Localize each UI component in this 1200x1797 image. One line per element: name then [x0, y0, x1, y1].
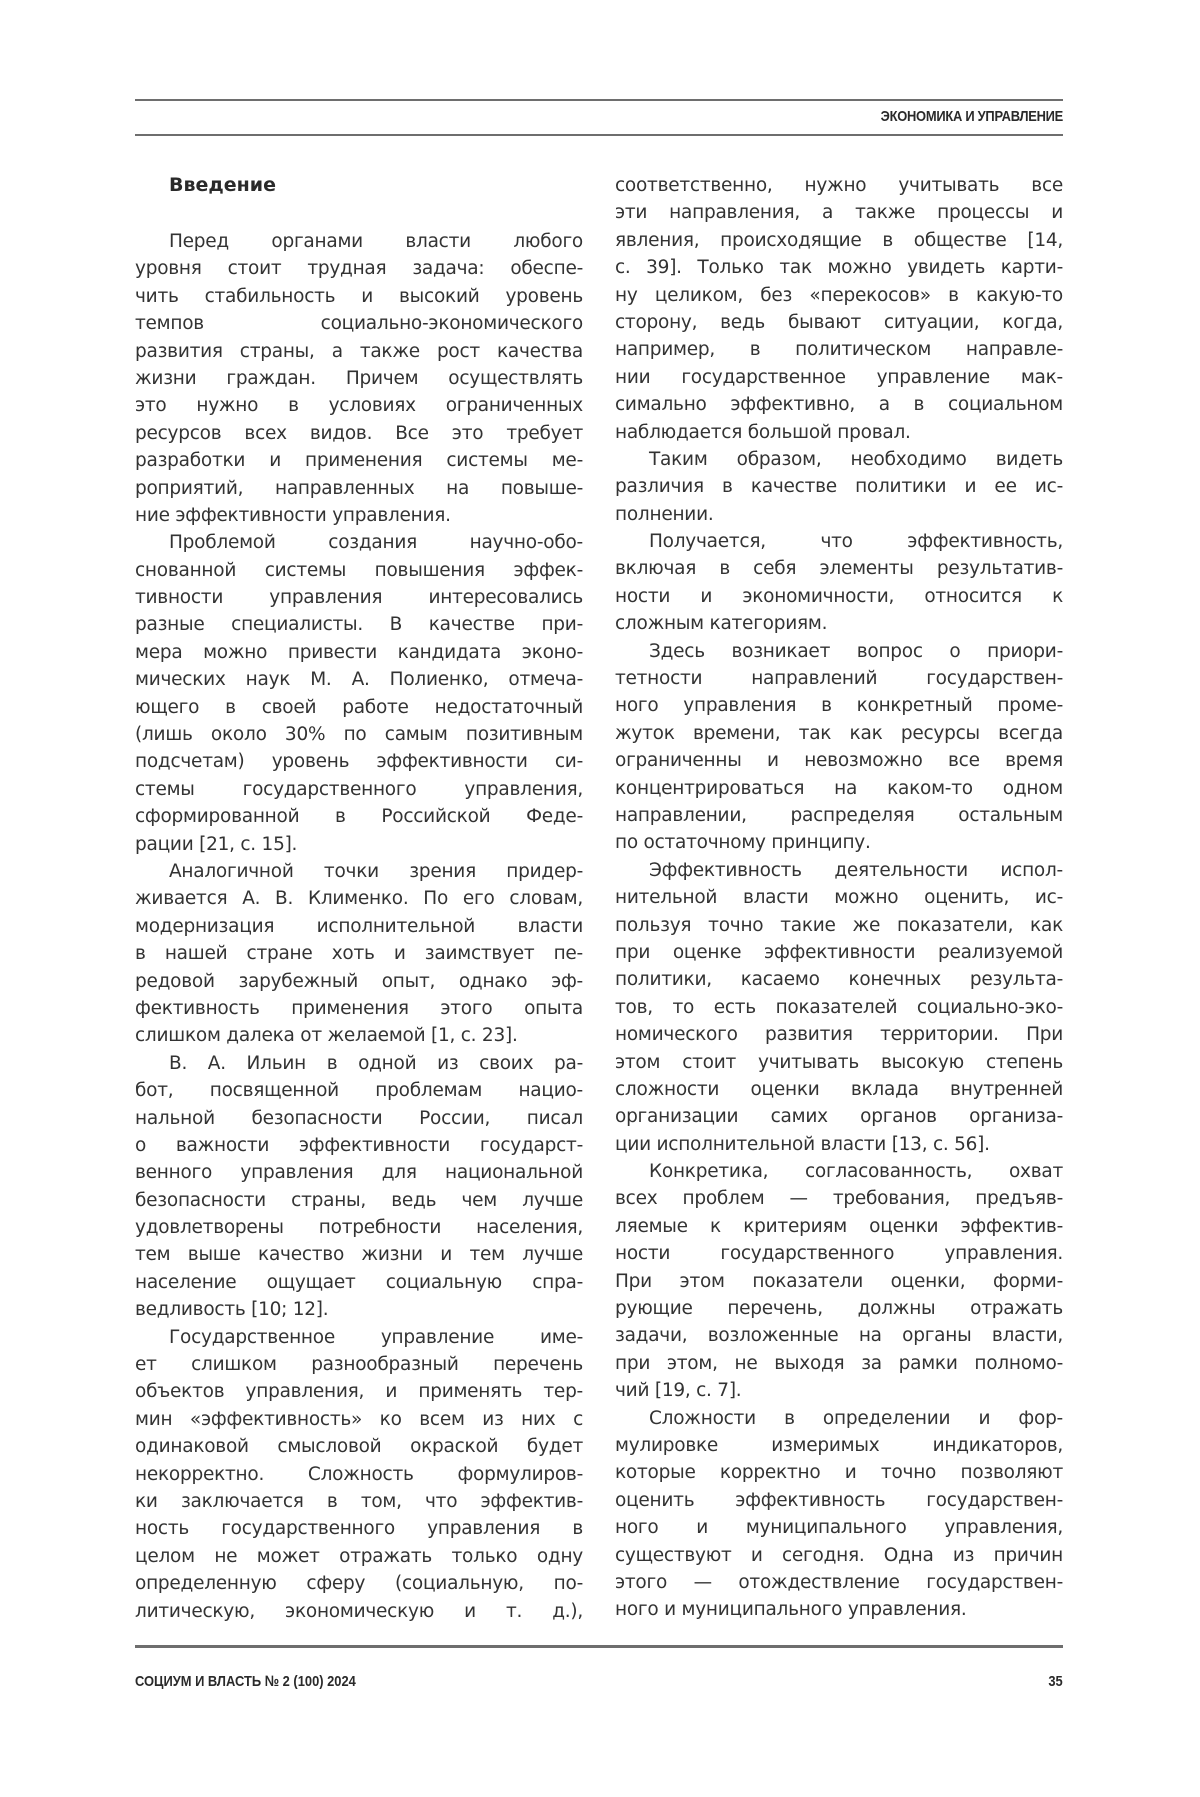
text-line: ляемые к критериям оценки эффектив- [615, 1215, 1063, 1237]
text-line: тетности направлений государствен- [615, 668, 1063, 690]
text-line: сформированной в Российской Феде- [135, 806, 583, 828]
text-line: модернизация исполнительной власти [135, 915, 583, 937]
text-line: оценить эффективность государствен- [615, 1489, 1063, 1511]
text-line: явления, происходящие в обществе [14, [615, 229, 1063, 251]
text-line: включая в себя элементы результатив- [615, 558, 1063, 580]
paragraph [135, 1324, 583, 1625]
text-line: сторону, ведь бывают ситуации, когда, [615, 311, 1063, 333]
text-line: разработки и применения системы ме- [135, 450, 583, 472]
text-line: в нашей стране хоть и заимствует пе- [135, 943, 583, 965]
text-line: Таким образом, необходимо видеть [649, 448, 1063, 470]
text-line: целом не может отражать только одну [135, 1545, 583, 1567]
text-line: ющего в своей работе недостаточный [135, 696, 583, 718]
header-rule-bottom [135, 134, 1063, 136]
paragraph [135, 858, 583, 1050]
text-line: ограниченны и невозможно все время [615, 750, 1063, 772]
text-line: тивности управления интересовались [135, 587, 583, 609]
text-line: темпов социально-экономического [135, 313, 583, 335]
text-line: различия в качестве политики и ее ис- [615, 476, 1063, 498]
left-paragraphs [135, 228, 583, 1625]
text-line: о важности эффективности государст- [135, 1134, 583, 1156]
text-line: определенную сферу (социальную, по- [135, 1573, 583, 1595]
text-line: уровня стоит трудная задача: обеспе- [135, 258, 583, 280]
text-line: ности государственного управления. [615, 1243, 1063, 1265]
text-line: При этом показатели оценки, форми- [615, 1270, 1063, 1292]
text-line: Сложности в определении и фор- [649, 1407, 1063, 1429]
section-heading: Введение [169, 174, 276, 196]
text-line: ного и муниципального управления. [615, 1599, 967, 1621]
text-line: литическую, экономическую и т. д.), [135, 1600, 583, 1622]
text-line: полнении. [615, 503, 714, 525]
text-line: ние эффективности управления. [135, 504, 451, 526]
paragraph [135, 228, 583, 529]
text-line: нальной безопасности России, писал [135, 1107, 583, 1129]
text-line: рующие перечень, должны отражать [615, 1298, 1063, 1320]
paragraph [615, 172, 1063, 446]
paragraph [135, 1050, 583, 1324]
text-line: некорректно. Сложность формулиров- [135, 1463, 583, 1485]
text-line: Государственное управление име- [169, 1326, 583, 1348]
text-line: нии государственное управление мак- [615, 366, 1063, 388]
text-line: чить стабильность и высокий уровень [135, 285, 583, 307]
text-line: удовлетворены потребности населения, [135, 1217, 583, 1239]
text-line: наблюдается большой провал. [615, 421, 911, 443]
text-line: ресурсов всех видов. Все это требует [135, 422, 583, 444]
text-line: при этом, не выходя за рамки полномо- [615, 1352, 1063, 1374]
text-line: симально эффективно, а в социальном [615, 394, 1063, 416]
text-line: жуток времени, так как ресурсы всегда [615, 722, 1063, 744]
text-line: Конкретика, согласованность, охват [649, 1161, 1063, 1183]
text-line: подсчетам) уровень эффективности си- [135, 751, 583, 773]
text-line: ного и муниципального управления, [615, 1517, 1063, 1539]
text-line: например, в политическом направле- [615, 339, 1063, 361]
text-line: номического развития территории. При [615, 1024, 1063, 1046]
text-line: Эффективность деятельности испол- [649, 859, 1063, 881]
text-line: это нужно в условиях ограниченных [135, 395, 583, 417]
text-line: политики, касаемо конечных результа- [615, 969, 1063, 991]
text-line: нительной власти можно оценить, ис- [615, 887, 1063, 909]
left-column [135, 172, 583, 1625]
text-line: венного управления для национальной [135, 1162, 583, 1184]
text-line: роприятий, направленных на повыше- [135, 477, 583, 499]
paragraph [615, 528, 1063, 638]
text-line: развития страны, а также рост качества [135, 340, 583, 362]
text-line: пользуя точно такие же показатели, как [615, 914, 1063, 936]
text-line: сложным категориям. [615, 613, 828, 635]
text-line: снованной системы повышения эффек- [135, 559, 583, 581]
text-line: ну целиком, без «перекосов» в какую-то [615, 284, 1063, 306]
text-line: задачи, возложенные на органы власти, [615, 1325, 1063, 1347]
text-line: организации самих органов организа- [615, 1106, 1063, 1128]
text-line: концентрироваться на каком-то одном [615, 777, 1063, 799]
text-line: В. А. Ильин в одной из своих ра- [169, 1052, 583, 1074]
text-line: редовой зарубежный опыт, однако эф- [135, 970, 583, 992]
text-line: живается А. В. Клименко. По его словам, [135, 888, 583, 910]
right-paragraphs [615, 172, 1063, 1624]
text-line: мических наук М. А. Полиенко, отмеча- [135, 669, 583, 691]
text-line: направлении, распределяя остальным [615, 804, 1063, 826]
header-rule-top [135, 99, 1063, 101]
text-line: Здесь возникает вопрос о приори- [649, 640, 1063, 662]
text-line: тов, то есть показателей социально-эко- [615, 996, 1063, 1018]
text-line: бот, посвященной проблемам нацио- [135, 1080, 583, 1102]
text-line: сложности оценки вклада внутренней [615, 1078, 1063, 1100]
paragraph [615, 857, 1063, 1158]
text-line: мулировке измеримых индикаторов, [615, 1434, 1063, 1456]
text-line: (лишь около 30% по самым позитивным [135, 724, 583, 746]
text-line: Получается, что эффективность, [649, 531, 1063, 553]
footer-rule [135, 1645, 1063, 1648]
text-line: с. 39]. Только так можно увидеть карти- [615, 257, 1063, 279]
text-line: мин «эффективность» ко всем из них с [135, 1408, 583, 1430]
text-line: безопасности страны, ведь чем лучше [135, 1189, 583, 1211]
paragraph [135, 529, 583, 858]
text-line: ность государственного управления в [135, 1518, 583, 1540]
text-line: ности и экономичности, относится к [615, 585, 1063, 607]
paragraph [615, 446, 1063, 528]
text-line: эти направления, а также процессы и [615, 202, 1063, 224]
text-line: чий [19, с. 7]. [615, 1380, 742, 1402]
text-line: по остаточному принципу. [615, 832, 871, 854]
text-line: ведливость [10; 12]. [135, 1299, 329, 1321]
text-line: которые корректно и точно позволяют [615, 1462, 1063, 1484]
running-head-section-title: ЭКОНОМИКА И УПРАВЛЕНИЕ [880, 108, 1063, 125]
text-line: этом стоит учитывать высокую степень [615, 1051, 1063, 1073]
text-line: разные специалисты. В качестве при- [135, 614, 583, 636]
text-line: тем выше качество жизни и тем лучше [135, 1244, 583, 1266]
text-line: жизни граждан. Причем осуществлять [135, 367, 583, 389]
text-line: этого — отождествление государствен- [615, 1571, 1063, 1593]
footer-journal-title: СОЦИУМ И ВЛАСТЬ № 2 (100) 2024 [135, 1673, 356, 1690]
text-line: ции исполнительной власти [13, с. 56]. [615, 1133, 990, 1155]
footer-page-number: 35 [1048, 1673, 1063, 1690]
text-line: Проблемой создания научно-обо- [169, 532, 583, 554]
text-line: ного управления в конкретный проме- [615, 695, 1063, 717]
text-line: слишком далека от желаемой [1, с. 23]. [135, 1025, 518, 1047]
text-line: одинаковой смысловой окраской будет [135, 1436, 583, 1458]
paragraph [615, 1158, 1063, 1405]
text-line: рации [21, с. 15]. [135, 833, 298, 855]
text-line: соответственно, нужно учитывать все [615, 175, 1063, 196]
text-line: мера можно привести кандидата эконо- [135, 641, 583, 663]
text-line: Перед органами власти любого [169, 231, 583, 252]
text-line: всех проблем — требования, предъяв- [615, 1188, 1063, 1210]
text-line: ки заключается в том, что эффектив- [135, 1490, 583, 1512]
paragraph [615, 1405, 1063, 1624]
right-column [615, 172, 1063, 1624]
text-line: фективность применения этого опыта [135, 997, 583, 1019]
text-line: объектов управления, и применять тер- [135, 1381, 583, 1403]
text-line: существуют и сегодня. Одна из причин [615, 1544, 1063, 1566]
paragraph [615, 638, 1063, 857]
text-line: Аналогичной точки зрения придер- [169, 860, 583, 882]
text-line: стемы государственного управления, [135, 778, 583, 800]
text-line: ет слишком разнообразный перечень [135, 1354, 583, 1376]
text-line: население ощущает социальную спра- [135, 1271, 583, 1293]
text-line: при оценке эффективности реализуемой [615, 941, 1063, 963]
